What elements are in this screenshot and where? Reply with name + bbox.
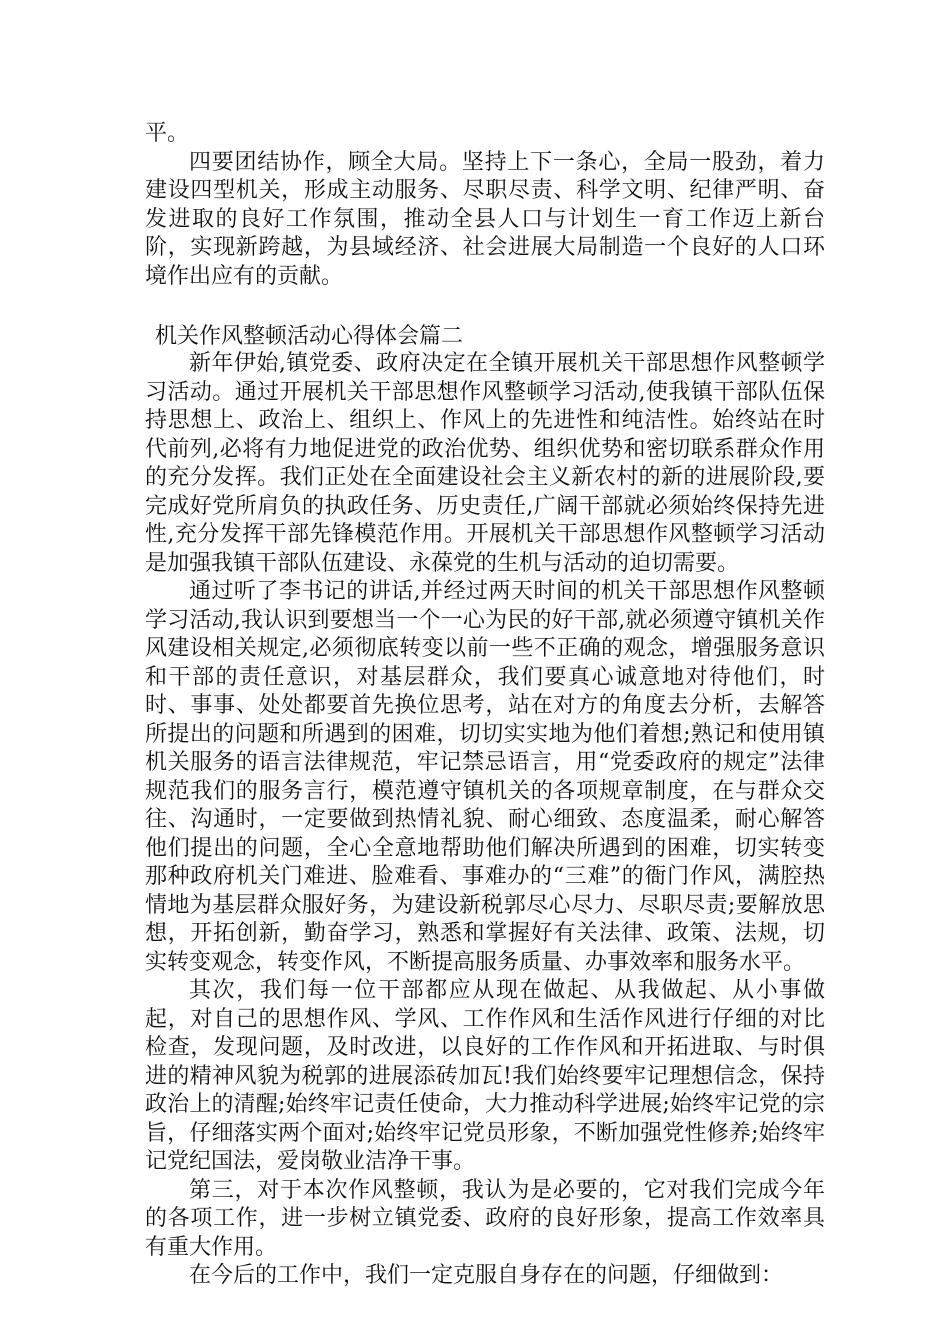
top-section [145, 120, 825, 291]
paragraph-1: 新年伊始,镇党委、政府决定在全镇开展机关干部思想作风整顿学习活动。通过开展机关干部思想作风整顿学习活动,使我镇干部队伍保持思想上、政治上、组织上、作风上的先进性和纯洁性。始终站在时代前列,必将有力地促进党的政治优势、组织优势和密切联系群众作用的充分发挥。我们正处在全面建设社会主义新农村的新的进展阶段,要完成好党所肩负的执政任务、历史责任,广阔干部就必须始终保持先进性,充分发挥干部先锋模范作用。开展机关干部思想作风整顿学习活动是加强我镇干部队伍建设、永葆党的生机与活动的迫切需要。 [145, 351, 825, 576]
paragraph-four: 四要团结协作，顾全大局。坚持上下一条心，全局一股劲，着力建设四型机关，形成主动服务、尽职尽责、科学文明、纪律严明、奋发进取的良好工作氛围，推动全县人口与计划生一育工作迈上新台阶，实现新跨越，为县域经济、社会进展大局制造一个良好的人口环境作出应有的贡献。 [145, 149, 825, 289]
paragraph-3: 其次，我们每一位干部都应从现在做起、从我做起、从小事做起，对自己的思想作风、学风、工作作风和生活作风进行仔细的对比检查，发现问题，及时改进，以良好的工作作风和开拓进取、与时俱进的精神风貌为税郭的进展添砖加瓦!我们始终要牢记理想信念，保持政治上的清醒;始终牢记责任使命，大力推动科学进展;始终牢记党的宗旨，仔细落实两个面对;始终牢记党员形象，不断加强党性修养;始终牢记党纪国法，爱岗敬业洁净干事。 [145, 978, 825, 1174]
body-section [145, 350, 825, 1291]
paragraph-5: 在今后的工作中，我们一定克服自身存在的问题，仔细做到： [189, 1263, 784, 1288]
paragraph-4: 第三，对于本次作风整顿，我认为是必要的，它对我们完成今年的各项工作，进一步树立镇党委、政府的良好形象，提高工作效率具有重大作用。 [145, 1177, 825, 1260]
section-title: 机关作风整顿活动心得体会篇二 [155, 324, 464, 349]
paragraph-2: 通过听了李书记的讲话,并经过两天时间的机关干部思想作风整顿学习活动,我认识到要想当一个一心为民的好干部,就必须遵守镇机关作风建设相关规定,必须彻底转变以前一些不正确的观念，增强服务意识和干部的责任意识，对基层群众，我们要真心诚意地对待他们，时时、事事、处处都要首先换位思考，站在对方的角度去分析，去解答所提出的问题和所遇到的困难，切切实实地为他们着想;熟记和使用镇机关服务的语言法律规范，牢记禁忌语言，用“党委政府的规定”法律规范我们的服务言行，模范遵守镇机关的各项规章制度，在与群众交往、沟通时，一定要做到热情礼貌、耐心细致、态度温柔，耐心解答他们提出的问题，全心全意地帮助他们解决所遇到的困难，切实转变那种政府机关门难进、脸难看、事难办的“三难”的衙门作风，满腔热情地为基层群众服好务，为建设新税郭尽心尽力、尽职尽责;要解放思想，开拓创新，勤奋学习，熟悉和掌握好有关法律、政策、法规，切实转变观念，转变作风，不断提高服务质量、办事效率和服务水平。 [145, 579, 825, 975]
continuation-text: 平。 [145, 121, 190, 146]
